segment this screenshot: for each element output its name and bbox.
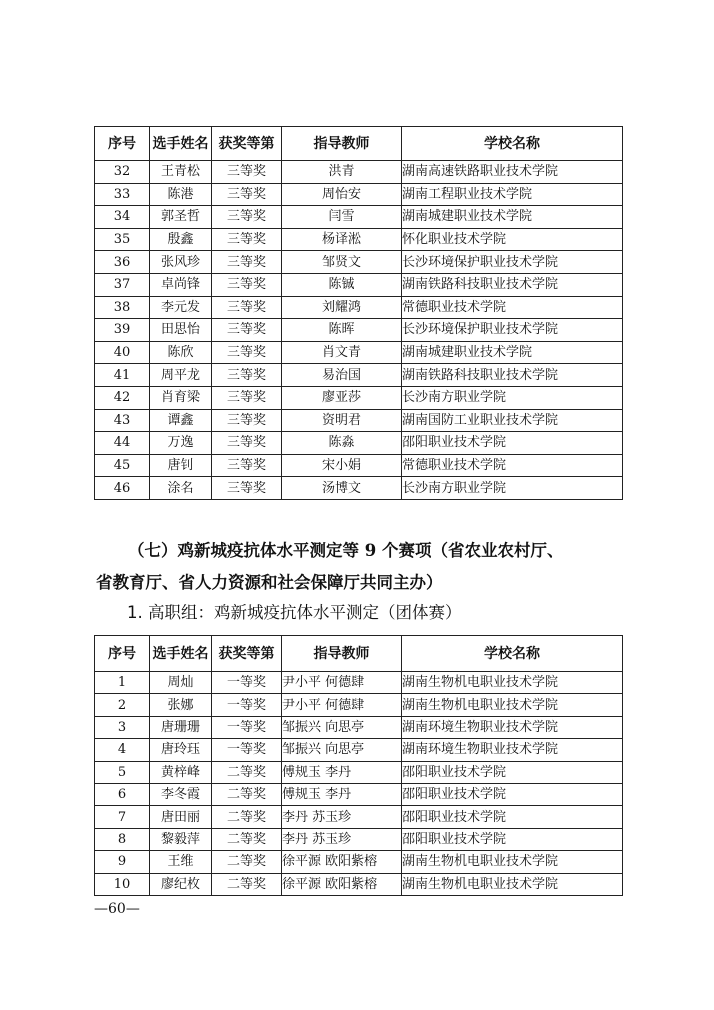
cell-school: 湖南生物机电职业技术学院: [402, 672, 623, 694]
cell-award: 三等奖: [212, 477, 282, 500]
cell-school: 长沙环境保护职业技术学院: [402, 251, 623, 274]
cell-school: 湖南国防工业职业技术学院: [402, 409, 623, 432]
cell-name: 李元发: [150, 296, 212, 319]
cell-school: 邵阳职业技术学院: [402, 761, 623, 783]
cell-award: 三等奖: [212, 454, 282, 477]
table-row: [95, 206, 623, 229]
cell-name: 黎毅萍: [150, 828, 212, 850]
table-row: [95, 477, 623, 500]
cell-name: 殷鑫: [150, 228, 212, 251]
cell-number: 36: [95, 251, 150, 274]
cell-award: 一等奖: [212, 672, 282, 694]
cell-school: 长沙环境保护职业技术学院: [402, 319, 623, 342]
cell-award: 三等奖: [212, 341, 282, 364]
cell-award: 三等奖: [212, 386, 282, 409]
cell-name: 周平龙: [150, 364, 212, 387]
cell-teacher: 廖亚莎: [282, 386, 402, 409]
cell-teacher: 徐平源 欧阳紫榕: [282, 873, 402, 895]
cell-teacher: 傅规玉 李丹: [282, 761, 402, 783]
cell-name: 万逸: [150, 432, 212, 455]
cell-school: 邵阳职业技术学院: [402, 783, 623, 805]
cell-name: 谭鑫: [150, 409, 212, 432]
cell-name: 肖育梁: [150, 386, 212, 409]
cell-name: 张风珍: [150, 251, 212, 274]
cell-number: 44: [95, 432, 150, 455]
cell-number: 4: [95, 739, 150, 761]
cell-teacher: 周怡安: [282, 183, 402, 206]
cell-award: 二等奖: [212, 761, 282, 783]
cell-number: 33: [95, 183, 150, 206]
cell-school: 湖南生物机电职业技术学院: [402, 694, 623, 716]
cell-name: 陈欣: [150, 341, 212, 364]
cell-award: 三等奖: [212, 409, 282, 432]
cell-number: 32: [95, 161, 150, 184]
cell-teacher: 肖文青: [282, 341, 402, 364]
table-body: [95, 161, 623, 500]
header-number: 序号: [95, 636, 150, 672]
awards-table-2: [94, 635, 623, 896]
cell-number: 42: [95, 386, 150, 409]
table-row: [95, 672, 623, 694]
cell-teacher: 陈晖: [282, 319, 402, 342]
cell-teacher: 易治国: [282, 364, 402, 387]
cell-number: 2: [95, 694, 150, 716]
cell-name: 唐钊: [150, 454, 212, 477]
table-row: [95, 161, 623, 184]
cell-number: 6: [95, 783, 150, 805]
cell-school: 湖南工程职业技术学院: [402, 183, 623, 206]
cell-name: 唐珊珊: [150, 716, 212, 738]
table-row: [95, 228, 623, 251]
cell-teacher: 闫雪: [282, 206, 402, 229]
cell-award: 三等奖: [212, 296, 282, 319]
table-row: [95, 251, 623, 274]
cell-school: 湖南城建职业技术学院: [402, 206, 623, 229]
cell-teacher: 尹小平 何德肆: [282, 694, 402, 716]
cell-award: 三等奖: [212, 206, 282, 229]
table-row: [95, 806, 623, 828]
table-row: [95, 739, 623, 761]
cell-school: 湖南高速铁路职业技术学院: [402, 161, 623, 184]
cell-award: 三等奖: [212, 432, 282, 455]
cell-school: 湖南铁路科技职业技术学院: [402, 364, 623, 387]
cell-number: 37: [95, 273, 150, 296]
header-award: 获奖等第: [212, 636, 282, 672]
table-header-row: [95, 127, 623, 161]
cell-school: 湖南铁路科技职业技术学院: [402, 273, 623, 296]
cell-teacher: 李丹 苏玉珍: [282, 828, 402, 850]
cell-teacher: 邹贤文: [282, 251, 402, 274]
cell-number: 1: [95, 672, 150, 694]
cell-teacher: 傅规玉 李丹: [282, 783, 402, 805]
table-row: [95, 783, 623, 805]
cell-award: 二等奖: [212, 828, 282, 850]
cell-award: 三等奖: [212, 228, 282, 251]
header-teacher: 指导教师: [282, 636, 402, 672]
cell-award: 一等奖: [212, 716, 282, 738]
cell-award: 三等奖: [212, 273, 282, 296]
cell-school: 湖南环境生物职业技术学院: [402, 716, 623, 738]
cell-teacher: 尹小平 何德肆: [282, 672, 402, 694]
cell-number: 45: [95, 454, 150, 477]
cell-school: 长沙南方职业学院: [402, 386, 623, 409]
cell-name: 黄梓峰: [150, 761, 212, 783]
cell-name: 郭圣哲: [150, 206, 212, 229]
table-row: [95, 873, 623, 895]
cell-number: 46: [95, 477, 150, 500]
table-body: [95, 672, 623, 896]
table-row: [95, 851, 623, 873]
cell-teacher: 杨译淞: [282, 228, 402, 251]
cell-school: 邵阳职业技术学院: [402, 806, 623, 828]
cell-school: 湖南生物机电职业技术学院: [402, 873, 623, 895]
cell-number: 5: [95, 761, 150, 783]
cell-teacher: 陈淼: [282, 432, 402, 455]
cell-number: 40: [95, 341, 150, 364]
header-name: 选手姓名: [150, 636, 212, 672]
cell-name: 陈港: [150, 183, 212, 206]
table-row: [95, 432, 623, 455]
header-number: 序号: [95, 127, 150, 161]
cell-number: 43: [95, 409, 150, 432]
awards-table-1: [94, 126, 623, 500]
page-number: —60—: [94, 901, 140, 917]
cell-award: 二等奖: [212, 783, 282, 805]
cell-award: 二等奖: [212, 851, 282, 873]
cell-teacher: 徐平源 欧阳紫榕: [282, 851, 402, 873]
section-heading-line-2: 省教育厅、省人力资源和社会保障厅共同主办）: [96, 573, 443, 592]
cell-award: 一等奖: [212, 694, 282, 716]
cell-school: 湖南环境生物职业技术学院: [402, 739, 623, 761]
cell-number: 9: [95, 851, 150, 873]
cell-award: 三等奖: [212, 161, 282, 184]
cell-award: 二等奖: [212, 873, 282, 895]
cell-school: 常德职业技术学院: [402, 454, 623, 477]
header-school: 学校名称: [402, 127, 623, 161]
cell-name: 周灿: [150, 672, 212, 694]
cell-teacher: 汤博文: [282, 477, 402, 500]
cell-number: 8: [95, 828, 150, 850]
header-teacher: 指导教师: [282, 127, 402, 161]
cell-name: 王维: [150, 851, 212, 873]
cell-number: 10: [95, 873, 150, 895]
cell-school: 邵阳职业技术学院: [402, 432, 623, 455]
cell-teacher: 洪青: [282, 161, 402, 184]
cell-teacher: 邹振兴 向思亭: [282, 716, 402, 738]
cell-name: 田思怡: [150, 319, 212, 342]
cell-name: 唐田丽: [150, 806, 212, 828]
table-header-row: [95, 636, 623, 672]
cell-teacher: 陈铖: [282, 273, 402, 296]
cell-school: 怀化职业技术学院: [402, 228, 623, 251]
table-row: [95, 296, 623, 319]
cell-award: 三等奖: [212, 251, 282, 274]
cell-teacher: 资明君: [282, 409, 402, 432]
cell-name: 卓尚锋: [150, 273, 212, 296]
cell-number: 39: [95, 319, 150, 342]
table-row: [95, 716, 623, 738]
header-award: 获奖等第: [212, 127, 282, 161]
header-school: 学校名称: [402, 636, 623, 672]
cell-number: 35: [95, 228, 150, 251]
section-subheading: 1. 高职组：鸡新城疫抗体水平测定（团体赛）: [127, 603, 462, 622]
cell-school: 邵阳职业技术学院: [402, 828, 623, 850]
cell-award: 三等奖: [212, 364, 282, 387]
cell-award: 三等奖: [212, 319, 282, 342]
cell-award: 三等奖: [212, 183, 282, 206]
cell-school: 长沙南方职业学院: [402, 477, 623, 500]
table-row: [95, 319, 623, 342]
cell-name: 张娜: [150, 694, 212, 716]
cell-teacher: 刘耀鸿: [282, 296, 402, 319]
table-row: [95, 409, 623, 432]
cell-teacher: 宋小娟: [282, 454, 402, 477]
cell-name: 王青松: [150, 161, 212, 184]
cell-award: 二等奖: [212, 806, 282, 828]
cell-number: 38: [95, 296, 150, 319]
cell-school: 湖南城建职业技术学院: [402, 341, 623, 364]
section-heading-line-1: （七）鸡新城疫抗体水平测定等 9 个赛项（省农业农村厅、: [128, 541, 564, 560]
table-row: [95, 761, 623, 783]
cell-name: 涂名: [150, 477, 212, 500]
table-row: [95, 386, 623, 409]
table-row: [95, 364, 623, 387]
cell-teacher: 李丹 苏玉珍: [282, 806, 402, 828]
table-row: [95, 273, 623, 296]
table-row: [95, 454, 623, 477]
table-row: [95, 828, 623, 850]
cell-number: 41: [95, 364, 150, 387]
table-row: [95, 183, 623, 206]
cell-name: 李冬霞: [150, 783, 212, 805]
cell-number: 7: [95, 806, 150, 828]
cell-name: 唐玲珏: [150, 739, 212, 761]
header-name: 选手姓名: [150, 127, 212, 161]
cell-name: 廖纪枚: [150, 873, 212, 895]
cell-school: 湖南生物机电职业技术学院: [402, 851, 623, 873]
cell-school: 常德职业技术学院: [402, 296, 623, 319]
cell-number: 3: [95, 716, 150, 738]
cell-award: 一等奖: [212, 739, 282, 761]
table-row: [95, 694, 623, 716]
table-row: [95, 341, 623, 364]
cell-teacher: 邹振兴 向思亭: [282, 739, 402, 761]
cell-number: 34: [95, 206, 150, 229]
